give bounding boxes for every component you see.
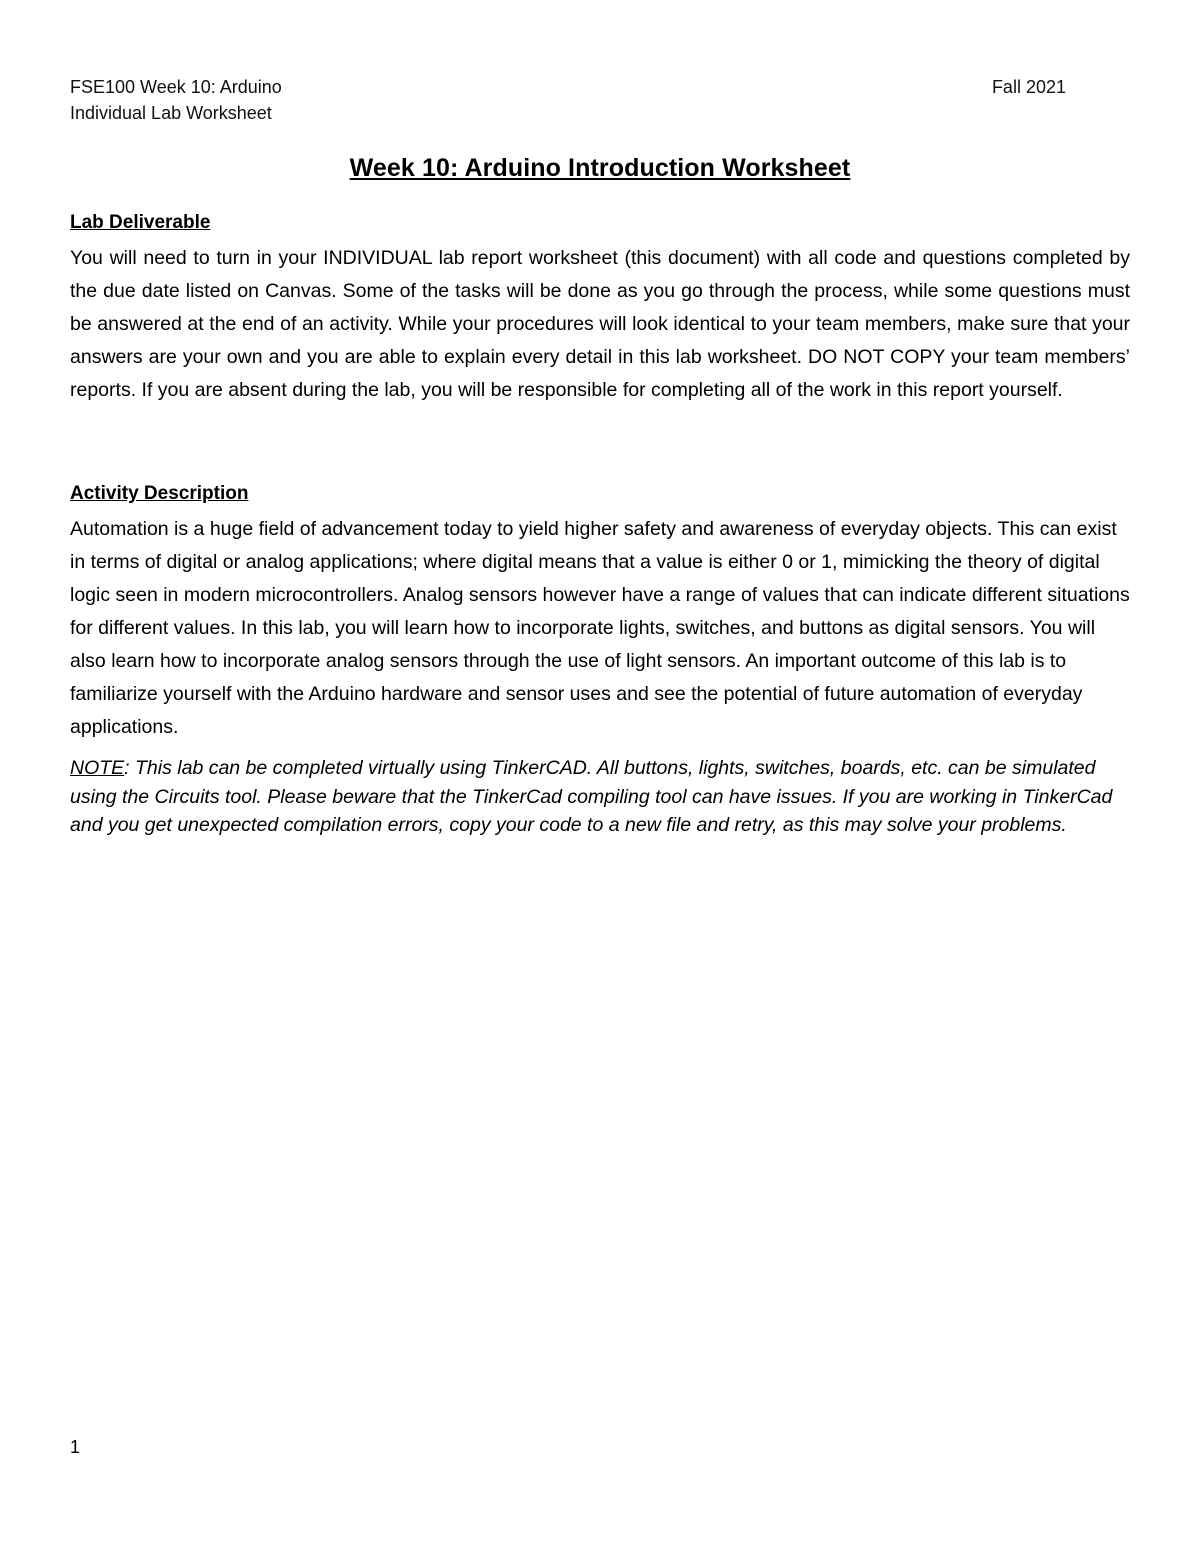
note-body: : This lab can be completed virtually using TinkerCAD. All buttons, lights, switches, boards, etc. can be simulated using the Circuits tool. Please beware that the TinkerCad compiling tool can have issues. If you are working in TinkerCad and you get unexpected compilation errors, copy your code to a new file and retry, as this may solve your problems. (70, 757, 1113, 836)
page-title: Week 10: Arduino Introduction Worksheet (349, 154, 851, 182)
lab-deliverable-section (70, 210, 1130, 407)
activity-description-body: Automation is a huge field of advancement today to yield higher safety and awareness of everyday objects. This can exist in terms of digital or analog applications; where digital means that a value is either 0 or 1, mimicking the theory of digital logic seen in modern microcontrollers. Analog sensors however have a range of values that can indicate different situations for different values. In this lab, you will learn how to incorporate lights, switches, and buttons as digital sensors. You will also learn how to incorporate analog sensors through the use of light sensors. An important outcome of this lab is to familiarize yourself with the Arduino hardware and sensor uses and see the potential of future automation of everyday applications. (70, 518, 1130, 738)
page-header-left (70, 74, 282, 126)
note-label: NOTE (70, 757, 125, 779)
lab-deliverable-heading: Lab Deliverable (70, 212, 211, 233)
sheet-line: Individual Lab Worksheet (70, 103, 272, 123)
note-paragraph (70, 754, 1130, 840)
activity-description-section (70, 481, 1130, 840)
page-number: 1 (70, 1437, 81, 1457)
term-label: Fall 2021 (991, 77, 1066, 97)
activity-description-heading: Activity Description (70, 483, 249, 504)
lab-deliverable-body: You will need to turn in your INDIVIDUAL lab report worksheet (this document) with all code and questions completed by the due date listed on Canvas. Some of the tasks will be done as you go through the process, while some questions must be answered at the end of an activity. While your procedures will look identical to your team members, make sure that your answers are your own and you are able to explain every detail in this lab worksheet. DO NOT COPY your team members’ reports. If you are absent during the lab, you will be responsible for completing all of the work in this report yourself. (70, 247, 1130, 401)
course-line: FSE100 Week 10: Arduino (70, 77, 282, 97)
